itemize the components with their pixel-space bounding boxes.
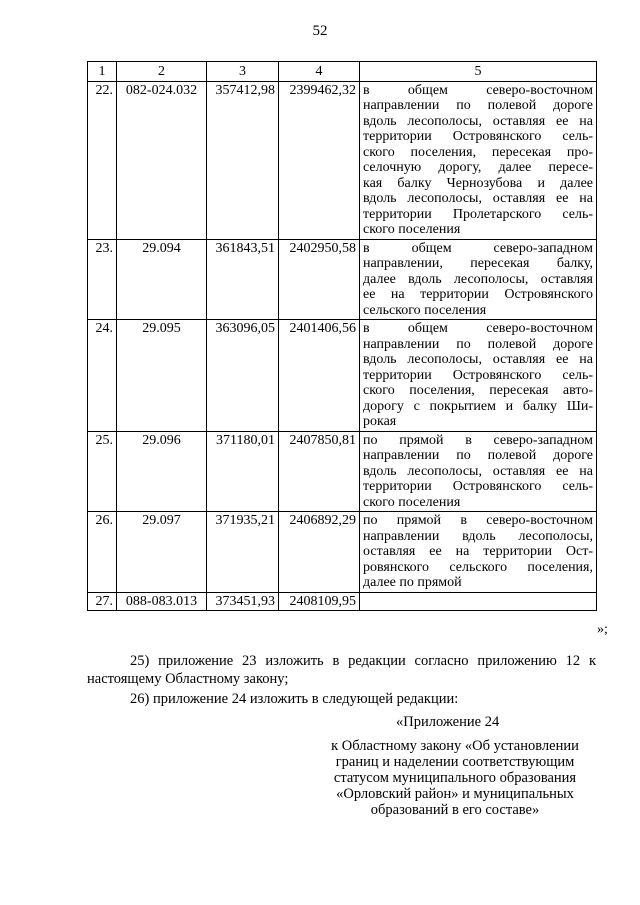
appendix-subtitle-line: образований в его составе» xyxy=(370,802,540,818)
table-row xyxy=(88,512,597,593)
description-line: направлении по полевой дороге xyxy=(363,448,593,463)
description-line: территории Островянского сель- xyxy=(363,479,593,494)
coordinate-x: 357412,98 xyxy=(207,81,279,239)
point-code: 29.095 xyxy=(117,320,207,432)
column-header: 4 xyxy=(279,62,360,82)
coordinate-y: 2408109,95 xyxy=(279,592,360,611)
table-header-row xyxy=(88,62,597,82)
description-line: в общем северо-восточном xyxy=(363,321,593,336)
appendix-subtitle-line: статусом муниципального образования xyxy=(333,770,577,786)
column-header: 1 xyxy=(88,62,117,82)
description-line: селочную дорогу, далее пересе- xyxy=(363,160,593,175)
row-number: 25. xyxy=(88,431,117,512)
appendix-title: «Приложение 24 xyxy=(396,714,500,730)
description-line: ровянского сельского поселения, xyxy=(363,559,593,575)
boundary-description xyxy=(360,239,597,320)
row-number: 26. xyxy=(88,512,117,593)
coordinate-x: 373451,93 xyxy=(207,592,279,611)
description-line: кая балку Чернозубова и далее xyxy=(363,175,593,191)
description-line: по прямой в северо-восточном xyxy=(363,513,593,528)
column-header: 2 xyxy=(117,62,207,82)
description-line: ского поселения xyxy=(363,494,461,510)
row-number: 22. xyxy=(88,81,117,239)
description-line: ского поселения, пересекая про- xyxy=(363,144,593,160)
point-code: 29.097 xyxy=(117,512,207,593)
boundary-description xyxy=(360,512,597,593)
table-closing-quote: »; xyxy=(597,622,608,637)
description-line: направлении вдоль лесополосы, xyxy=(363,528,593,544)
boundary-description xyxy=(360,320,597,432)
table-row xyxy=(88,239,597,320)
row-number: 27. xyxy=(88,592,117,611)
description-line: рокая xyxy=(363,414,397,429)
row-number: 23. xyxy=(88,239,117,320)
coordinate-y: 2406892,29 xyxy=(279,512,360,593)
description-line: по прямой в северо-западном xyxy=(363,432,593,448)
coordinate-x: 371180,01 xyxy=(207,431,279,512)
boundary-description xyxy=(360,431,597,512)
appendix-subtitle-line: «Орловский район» и муниципальных xyxy=(336,786,574,802)
description-line: направлении, пересекая балку, xyxy=(363,256,593,271)
table-row xyxy=(88,320,597,432)
column-header: 3 xyxy=(207,62,279,82)
point-code: 29.096 xyxy=(117,431,207,512)
description-line: далее вдоль лесополосы, оставляя xyxy=(363,271,593,287)
coordinate-x: 371935,21 xyxy=(207,512,279,593)
description-line: вдоль лесополосы, оставляя ее на xyxy=(363,352,593,367)
description-line: территории Островянского сель- xyxy=(363,367,593,383)
appendix-subtitle-line: к Областному закону «Об установлении xyxy=(331,738,579,754)
description-line: территории Островянского сель- xyxy=(363,129,593,144)
table-row xyxy=(88,592,597,611)
boundary-points-table xyxy=(87,61,597,611)
description-line: вдоль лесополосы, оставляя ее на xyxy=(363,191,593,206)
point-code: 088-083.013 xyxy=(117,592,207,611)
coordinate-y: 2407850,81 xyxy=(279,431,360,512)
page-number: 52 xyxy=(312,23,328,39)
point-code: 29.094 xyxy=(117,239,207,320)
coordinate-y: 2399462,32 xyxy=(279,81,360,239)
description-line: в общем северо-восточном xyxy=(363,82,593,98)
description-line: направлении по полевой дороге xyxy=(363,98,593,113)
point-code: 082-024.032 xyxy=(117,81,207,239)
description-line: ского поселения xyxy=(363,222,461,237)
description-line: вдоль лесополосы, оставляя ее на xyxy=(363,463,593,479)
table-row xyxy=(88,81,597,239)
coordinate-x: 363096,05 xyxy=(207,320,279,432)
description-line: ского поселения, пересекая авто- xyxy=(363,383,593,398)
description-line: далее по прямой xyxy=(363,575,462,590)
description-line: дорогу с покрытием и балку Ши- xyxy=(363,398,593,414)
appendix-subtitle-line: границ и наделении соответствующим xyxy=(335,754,575,770)
boundary-description xyxy=(360,81,597,239)
appendix-subtitle xyxy=(310,738,600,818)
description-line: ее на территории Островянского xyxy=(363,287,593,302)
coordinate-y: 2401406,56 xyxy=(279,320,360,432)
paragraph-26: 26) приложение 24 изложить в следующей редакции: xyxy=(130,691,459,707)
coordinate-x: 361843,51 xyxy=(207,239,279,320)
coordinate-y: 2402950,58 xyxy=(279,239,360,320)
row-number: 24. xyxy=(88,320,117,432)
description-line: оставляя ее на территории Ост- xyxy=(363,544,593,559)
description-line: в общем северо-западном xyxy=(363,240,593,256)
boundary-description xyxy=(360,592,597,611)
paragraph-25: 25) приложение 23 изложить в редакции согласно приложению 12 к настоящему Областному закону; xyxy=(87,653,596,687)
description-line: вдоль лесополосы, оставляя ее на xyxy=(363,113,593,129)
description-line: территории Пролетарского сель- xyxy=(363,206,593,222)
description-line: направлении по полевой дороге xyxy=(363,336,593,352)
table-row xyxy=(88,431,597,512)
column-header: 5 xyxy=(360,62,597,82)
description-line: сельского поселения xyxy=(363,302,487,318)
